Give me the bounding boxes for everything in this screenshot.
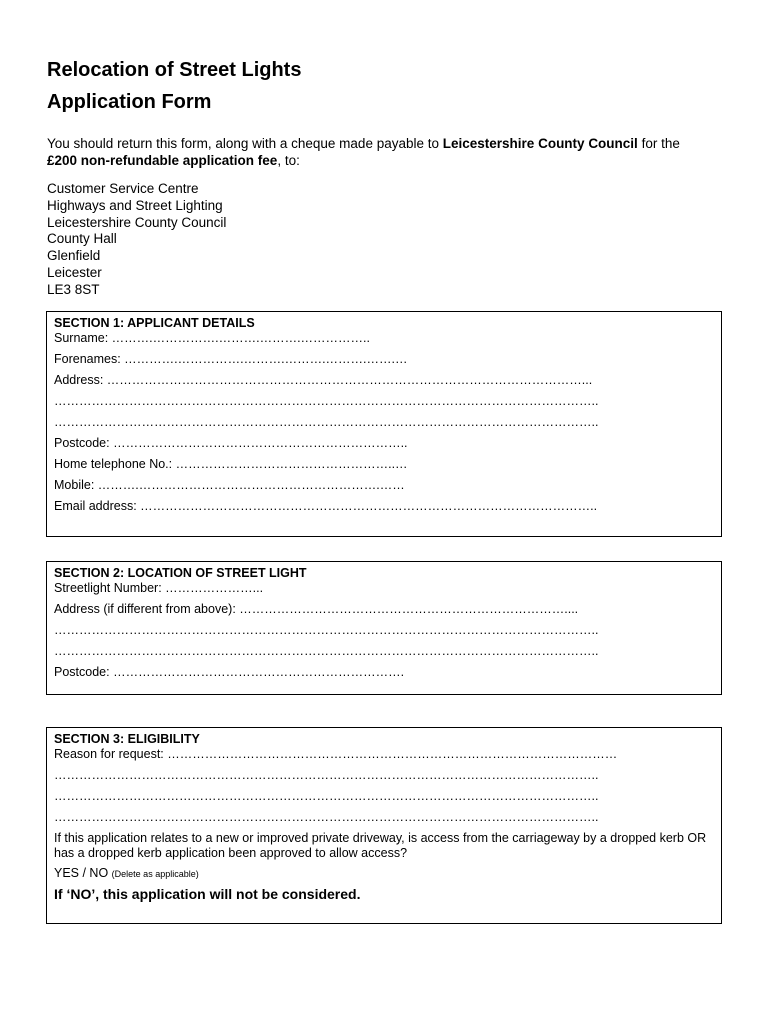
section2-title: SECTION 2: LOCATION OF STREET LIGHT <box>54 566 307 580</box>
location-address-line3[interactable]: ………………………………………………………………………………………………………………….. <box>54 644 599 658</box>
email-field[interactable]: Email address: ……………………………………………………………………………………………….. <box>54 499 598 513</box>
intro-paragraph <box>47 135 697 169</box>
section-eligibility <box>46 727 722 924</box>
address-line: Glenfield <box>47 248 101 264</box>
address-line: Customer Service Centre <box>47 181 199 196</box>
address-line: County Hall <box>47 231 117 247</box>
surname-field[interactable]: Surname: ……….…………….……….……….…………….. <box>54 331 371 345</box>
yes-no-text: YES / NO <box>54 866 109 880</box>
section-applicant-details <box>46 311 722 537</box>
return-address <box>47 181 226 299</box>
address-line: Highways and Street Lighting <box>47 197 223 213</box>
dropped-kerb-question: If this application relates to a new or improved private driveway, is access from the carriageway by a dropped kerb OR has a dropped kerb application been approved to allow access? <box>54 831 707 860</box>
intro-text-1: You should return this form, along with a cheque made payable to <box>47 136 443 151</box>
forenames-field[interactable]: Forenames: ………….…………….……….……….……….…….… <box>54 352 408 366</box>
mobile-field[interactable]: Mobile: ……….………………………………………………….…… <box>54 478 405 492</box>
payee-name: Leicestershire County Council <box>442 136 638 151</box>
postcode-field[interactable]: Postcode: …………………………………………………………….. <box>54 436 408 450</box>
section3-title: SECTION 3: ELIGIBILITY <box>54 732 200 746</box>
reason-field[interactable]: Reason for request: ……………………………………………………………………………………………… <box>54 747 618 761</box>
address-field-line3[interactable]: ………………………………………………………………………………………………………………….. <box>54 415 599 429</box>
location-postcode-field[interactable]: Postcode: ……………………………………………………………. <box>54 665 405 679</box>
eligibility-warning: If ‘NO’, this application will not be considered. <box>54 886 361 902</box>
intro-text-3: , to: <box>277 153 300 168</box>
address-line: Leicestershire County Council <box>47 214 227 230</box>
page-subtitle: Application Form <box>47 91 212 113</box>
streetlight-number-field[interactable]: Streetlight Number: …………………... <box>54 581 264 595</box>
application-fee: £200 non-refundable application fee <box>47 153 278 168</box>
address-field[interactable]: Address: ……………………………………………………………………………………………………... <box>54 373 593 387</box>
section1-title: SECTION 1: APPLICANT DETAILS <box>54 316 255 330</box>
yes-no-answer[interactable] <box>54 866 714 880</box>
section-street-light-location <box>46 561 722 695</box>
home-telephone-field[interactable]: Home telephone No.: ……………………………………………..… <box>54 457 408 471</box>
location-address-line2[interactable]: ………………………………………………………………………………………………………………….. <box>54 623 599 637</box>
reason-field-line3[interactable]: ………………………………………………………………………………………………………………….. <box>54 789 599 803</box>
address-field-line2[interactable]: ………………………………………………………………………………………………………………….. <box>54 394 599 408</box>
address-line: LE3 8ST <box>47 281 100 297</box>
address-line: Leicester <box>47 264 102 280</box>
intro-text-2: for the <box>637 136 680 151</box>
delete-note: (Delete as applicable) <box>111 869 199 879</box>
reason-field-line4[interactable]: ………………………………………………………………………………………………………………….. <box>54 810 599 824</box>
location-address-field[interactable]: Address (if different from above): …………………………………………………………………….... <box>54 602 579 616</box>
page-title: Relocation of Street Lights <box>47 59 302 81</box>
reason-field-line2[interactable]: ………………………………………………………………………………………………………………….. <box>54 768 599 782</box>
